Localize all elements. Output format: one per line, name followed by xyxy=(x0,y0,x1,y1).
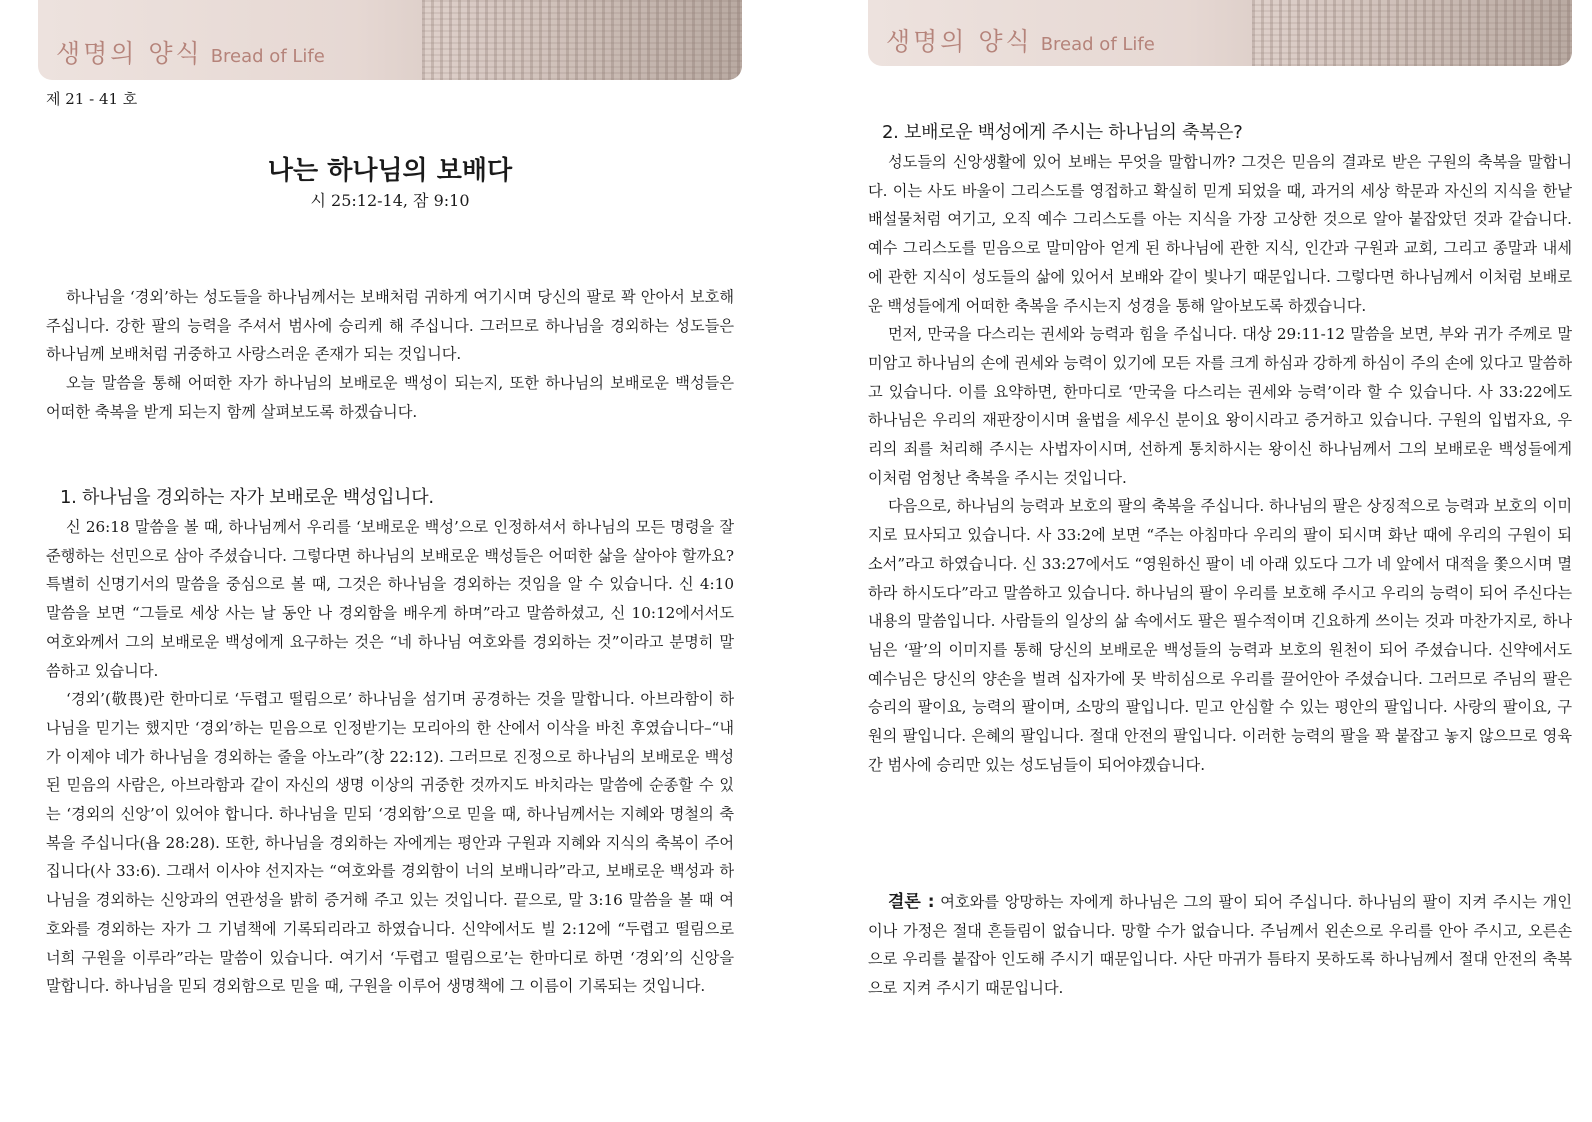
banner-title xyxy=(56,34,325,70)
intro-paragraph: 하나님을 ‘경외’하는 성도들을 하나님께서는 보배처럼 귀하게 여기시며 당신의 팔로 꽉 안아서 보호해 주십니다. 강한 팔의 능력을 주셔서 범사에 승리케 해 주십니다. 그러므로 하나님을 경외하는 성도들은 하나님께 보배처럼 귀중하고 사랑스러운 존재가 되는 것입니다. xyxy=(46,288,734,364)
conclusion-label: 결론 : xyxy=(888,892,935,912)
header-banner xyxy=(38,0,742,80)
banner-title-english: Bread of Life xyxy=(210,46,325,67)
conclusion-text: 여호와를 앙망하는 자에게 하나님은 그의 팔이 되어 주십니다. 하나님의 팔이 지켜 주시는 개인이나 가정은 절대 흔들림이 없습니다. 망할 수가 없습니다. 주님께서 왼손으로 우리를 안아 주시고, 오른손으로 우리를 붙잡아 인도해 주시기 때문입니다. 사단 마귀가 틈타지 못하도록 하나님께서 절대 안전의 축복으로 지켜 주시기 때문입니다. xyxy=(868,893,1572,998)
section-2-heading: 2. 보배로운 백성에게 주시는 하나님의 축복은? xyxy=(882,122,1243,143)
section-2 xyxy=(868,118,1572,779)
section-1-paragraph: ‘경외’(敬畏)란 한마디로 ‘두렵고 떨림으로’ 하나님을 섬기며 공경하는 것을 말합니다. 아브라함이 하나님을 믿기는 했지만 ‘경외’하는 믿음으로 인정받기는 모리아의 한 산에서 이삭을 바친 후였습니다–“내가 이제야 네가 하나님을 경외하는 줄을 아노라”(창 22:12). 그러므로 진정으로 하나님의 보배로운 백성 된 믿음의 사람은, 아브라함과 같이 자신의 생명 이상의 귀중한 것까지도 바치라는 말씀에 순종할 수 있는 ‘경외의 신앙’이 있어야 합니다. 하나님을 믿되 ‘경외함’으로 믿을 때, 하나님께서는 지혜와 명철의 축복을 주십니다(욥 28:28). 또한, 하나님을 경외하는 자에게는 평안과 구원과 지혜와 지식의 축복이 주어집니다(사 33:6). 그래서 이사야 선지자는 “여호와를 경외함이 너의 보배니라”라고, 보배로운 백성과 하나님을 경외하는 신앙과의 연관성을 밝히 증거해 주고 있는 것입니다. 끝으로, 말 3:16 말씀을 볼 때 여호와를 경외하는 자가 그 기념책에 기록되리라고 하였습니다. 신약에서도 빌 2:12에 “두렵고 떨림으로 너희 구원을 이루라”라는 말씀이 있습니다. 여기서 ‘두렵고 떨림으로’는 한마디로 하면 ‘경외’의 신앙을 말합니다. 하나님을 믿되 경외함으로 믿을 때, 구원을 이루어 생명책에 그 이름이 기록되는 것입니다. xyxy=(46,690,734,996)
banner-title-korean: 생명의 양식 xyxy=(56,39,203,68)
sermon-title: 나는 하나님의 보배다 xyxy=(267,156,513,186)
intro-paragraph: 오늘 말씀을 통해 어떠한 자가 하나님의 보배로운 백성이 되는지, 또한 하나님의 보배로운 백성들은 어떠한 축복을 받게 되는지 함께 살펴보도록 하겠습니다. xyxy=(46,374,734,421)
header-banner xyxy=(868,0,1572,66)
section-2-paragraph: 성도들의 신앙생활에 있어 보배는 무엇을 말합니까? 그것은 믿음의 결과로 받은 구원의 축복을 말합니다. 이는 사도 바울이 그리스도를 영접하고 확실히 믿게 되었을 때, 과거의 세상 학문과 자신의 지식을 한낱 배설물처럼 여기고, 오직 예수 그리스도를 아는 지식을 가장 고상한 것으로 알아 붙잡았던 것과 같습니다. 예수 그리스도를 믿음으로 말미암아 얻게 된 하나님에 관한 지식, 인간과 구원과 교회, 그리고 종말과 내세에 관한 지식이 성도들의 삶에 있어서 보배와 같이 빛나기 때문입니다. 그렇다면 하나님께서 이처럼 보배로운 백성들에게 어떠한 축복을 주시는지 성경을 통해 알아보도록 하겠습니다. xyxy=(868,153,1572,315)
left-page xyxy=(38,0,742,1122)
section-2-paragraph: 다음으로, 하나님의 능력과 보호의 팔의 축복을 주십니다. 하나님의 팔은 상징적으로 능력과 보호의 이미지로 묘사되고 있습니다. 사 33:2에 보면 “주는 아침마다 우리의 팔이 되시며 화난 때에 우리의 구원이 되소서”라고 하였습니다. 신 33:27에서도 “영원하신 팔이 네 아래 있도다 그가 네 앞에서 대적을 쫓으시며 멸하라 하시도다”라고 말씀하고 있습니다. 하나님의 팔이 우리를 보호해 주시고 우리의 능력이 되어 주신다는 내용의 말씀입니다. 사람들의 일상의 삶 속에서도 팔은 필수적이며 긴요하게 쓰이는 것과 마찬가지로, 하나님은 ‘팔’의 이미지를 통해 당신의 보배로운 백성들의 능력과 보호의 원천이 되어 주셨습니다. 신약에서도 예수님은 당신의 양손을 벌려 십자가에 못 박히심으로 우리를 끌어안아 주셨습니다. 그러므로 주님의 팔은 승리의 팔이요, 능력의 팔이며, 소망의 팔입니다. 믿고 안심할 수 있는 평안의 팔입니다. 사랑의 팔이요, 구원의 팔입니다. 은혜의 팔입니다. 절대 안전의 팔입니다. 이러한 능력의 팔을 꽉 붙잡고 놓지 않으므로 영육 간 범사에 승리만 있는 성도님들이 되어야겠습니다. xyxy=(868,497,1572,774)
city-skyline-image xyxy=(422,0,742,80)
issue-number: 제 21 - 41 호 xyxy=(46,90,138,108)
conclusion-section xyxy=(868,888,1572,1003)
banner-title-korean: 생명의 양식 xyxy=(886,27,1033,56)
right-page xyxy=(868,0,1572,1122)
section-2-paragraph: 먼저, 만국을 다스리는 권세와 능력과 힘을 주십니다. 대상 29:11-12 말씀을 보면, 부와 귀가 주께로 말미암고 하나님의 손에 권세와 능력이 있기에 모든 자를 크게 하심과 강하게 하심이 주의 손에 있다고 말씀하고 있습니다. 이를 요약하면, 한마디로 ‘만국을 다스리는 권세와 능력’이라 할 수 있습니다. 사 33:22에도 하나님은 우리의 재판장이시며 율법을 세우신 분이요 왕이시라고 증거하고 있습니다. 구원의 입법자요, 우리의 죄를 처리해 주시는 사법자이시며, 선하게 통치하시는 왕이신 하나님께서 그의 보배로운 백성들에게 이처럼 엄청난 축복을 주시는 것입니다. xyxy=(868,325,1572,487)
section-1-paragraph: 신 26:18 말씀을 볼 때, 하나님께서 우리를 ‘보배로운 백성’으로 인정하셔서 하나님의 모든 명령을 잘 준행하는 선민으로 삼아 주셨습니다. 그렇다면 하나님의 보배로운 백성들은 어떠한 삶을 살아야 할까요? 특별히 신명기서의 말씀을 중심으로 볼 때, 그것은 하나님을 경외하는 것임을 알 수 있습니다. 신 4:10 말씀을 보면 “그들로 세상 사는 날 동안 나 경외함을 배우게 하며”라고 말씀하셨고, 신 10:12에서서도 여호와께서 그의 보배로운 백성에게 요구하는 것은 “네 하나님 여호와를 경외하는 것”이라고 분명히 말씀하고 있습니다. xyxy=(46,518,734,680)
intro-section xyxy=(46,283,734,427)
banner-title-english: Bread of Life xyxy=(1040,34,1155,55)
city-skyline-image xyxy=(1252,0,1572,66)
section-1-heading: 1. 하나님을 경외하는 자가 보배로운 백성입니다. xyxy=(60,487,434,508)
scripture-reference: 시 25:12-14, 잠 9:10 xyxy=(310,191,470,210)
banner-title xyxy=(886,22,1155,58)
conclusion-paragraph xyxy=(868,888,1572,1003)
section-1 xyxy=(46,483,734,1001)
